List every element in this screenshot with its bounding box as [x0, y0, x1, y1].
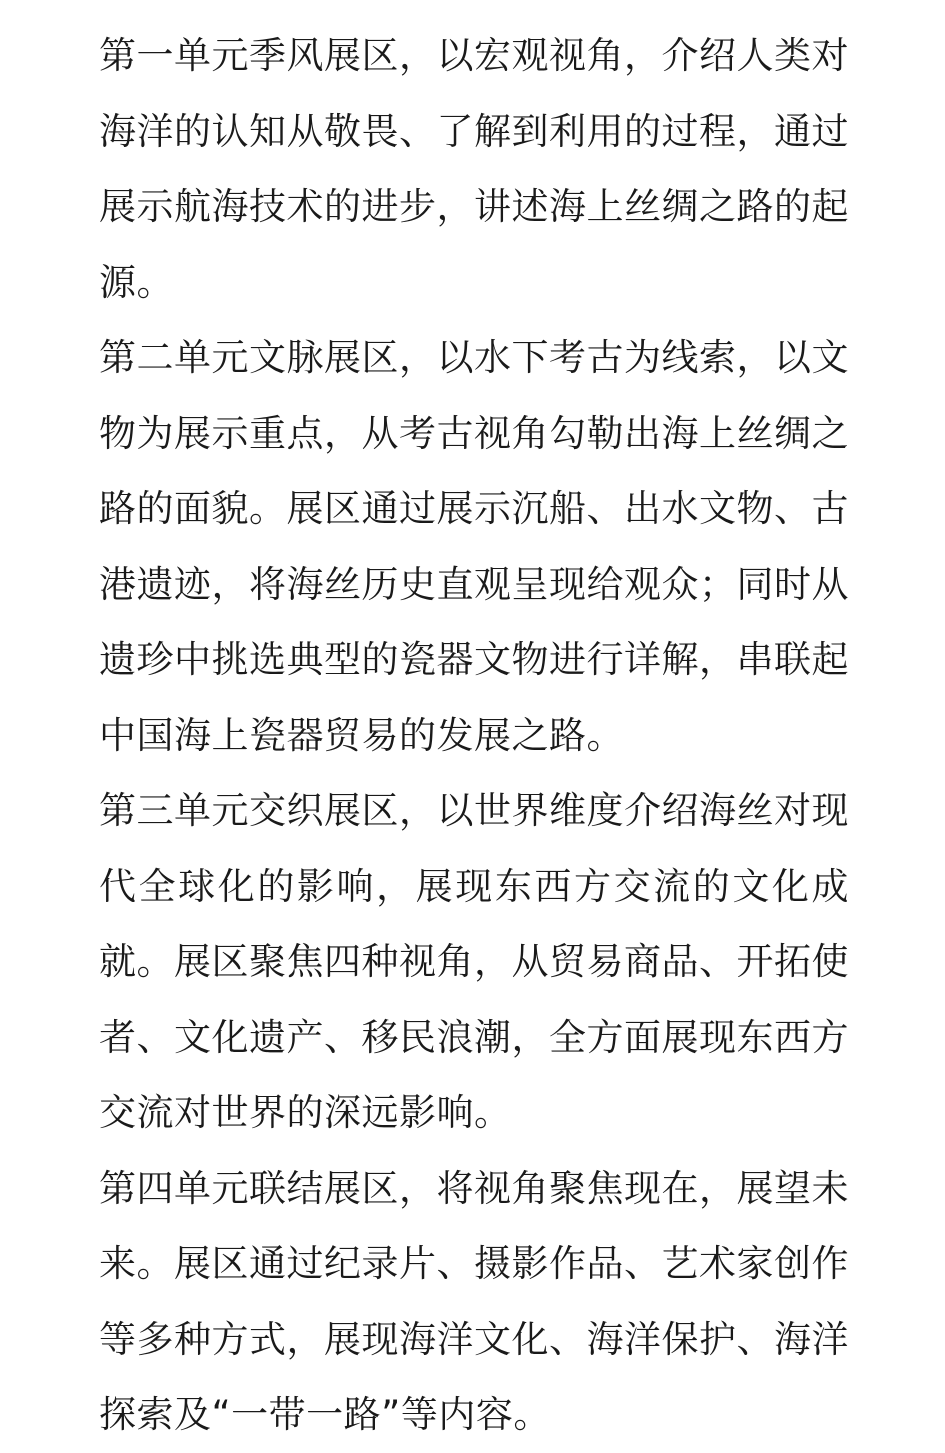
paragraph-unit-3: 第三单元交织展区，以世界维度介绍海丝对现代全球化的影响，展现东西方交流的文化成就。展区聚焦四种视角，从贸易商品、开拓使者、文化遗产、移民浪潮，全方面展现东西方交流对世界的深远影响。	[99, 789, 849, 1134]
paragraph-unit-2: 第二单元文脉展区，以水下考古为线索，以文物为展示重点，从考古视角勾勒出海上丝绸之路的面貌。展区通过展示沉船、出水文物、古港遗迹，将海丝历史直观呈现给观众；同时从遗珍中挑选典型的瓷器文物进行详解，串联起中国海上瓷器贸易的发展之路。	[99, 336, 849, 757]
paragraph-unit-1: 第一单元季风展区，以宏观视角，介绍人类对海洋的认知从敬畏、了解到利用的过程，通过展示航海技术的进步，讲述海上丝绸之路的起源。	[99, 34, 849, 304]
paragraph-unit-4: 第四单元联结展区，将视角聚焦现在，展望未来。展区通过纪录片、摄影作品、艺术家创作等多种方式，展现海洋文化、海洋保护、海洋探索及“一带一路”等内容。	[99, 1166, 849, 1436]
article-body	[99, 18, 849, 1453]
